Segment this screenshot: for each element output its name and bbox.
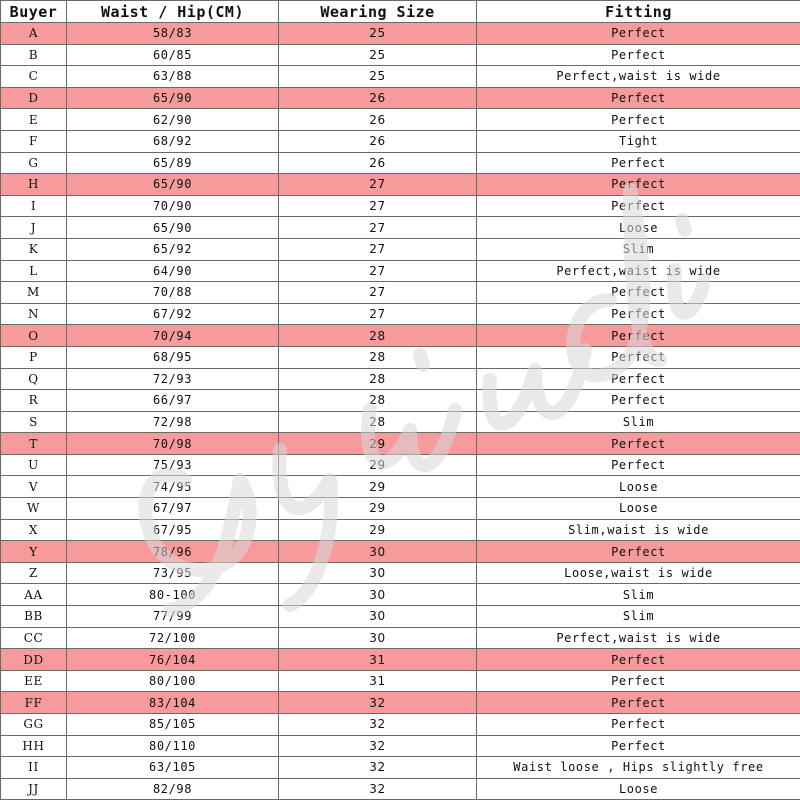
- cell-fitting: Perfect,waist is wide: [477, 260, 800, 282]
- table-row: [1, 735, 800, 757]
- cell-waist-hip: 72/100: [67, 627, 279, 649]
- table-row: [1, 714, 800, 736]
- table-row: [1, 498, 800, 520]
- cell-fitting: Loose: [477, 476, 800, 498]
- cell-fitting: Slim: [477, 584, 800, 606]
- cell-fitting: Loose: [477, 498, 800, 520]
- cell-buyer: L: [1, 260, 67, 282]
- cell-buyer: C: [1, 66, 67, 88]
- cell-buyer: D: [1, 87, 67, 109]
- cell-waist-hip: 64/90: [67, 260, 279, 282]
- table-row: [1, 325, 800, 347]
- cell-buyer: II: [1, 757, 67, 779]
- cell-fitting: Loose: [477, 778, 800, 800]
- header-buyer: Buyer: [1, 1, 67, 23]
- cell-waist-hip: 72/93: [67, 368, 279, 390]
- cell-waist-hip: 65/89: [67, 152, 279, 174]
- cell-fitting: Perfect: [477, 174, 800, 196]
- table-row: [1, 368, 800, 390]
- table-row: [1, 670, 800, 692]
- cell-fitting: Tight: [477, 130, 800, 152]
- cell-buyer: I: [1, 195, 67, 217]
- cell-waist-hip: 85/105: [67, 714, 279, 736]
- cell-buyer: BB: [1, 606, 67, 628]
- cell-waist-hip: 68/92: [67, 130, 279, 152]
- cell-wearing-size: 28: [279, 390, 477, 412]
- cell-buyer: O: [1, 325, 67, 347]
- cell-buyer: P: [1, 346, 67, 368]
- cell-waist-hip: 63/105: [67, 757, 279, 779]
- table-row: [1, 23, 800, 45]
- table-row: [1, 44, 800, 66]
- cell-wearing-size: 26: [279, 152, 477, 174]
- cell-fitting: Slim: [477, 411, 800, 433]
- cell-buyer: Q: [1, 368, 67, 390]
- table-row: [1, 541, 800, 563]
- header-waist-hip: Waist / Hip(CM): [67, 1, 279, 23]
- cell-fitting: Perfect: [477, 541, 800, 563]
- cell-waist-hip: 65/92: [67, 238, 279, 260]
- cell-buyer: V: [1, 476, 67, 498]
- cell-fitting: Perfect,waist is wide: [477, 66, 800, 88]
- cell-fitting: Perfect: [477, 735, 800, 757]
- cell-waist-hip: 60/85: [67, 44, 279, 66]
- cell-buyer: R: [1, 390, 67, 412]
- cell-fitting: Waist loose , Hips slightly free: [477, 757, 800, 779]
- cell-buyer: H: [1, 174, 67, 196]
- cell-wearing-size: 29: [279, 519, 477, 541]
- cell-waist-hip: 67/92: [67, 303, 279, 325]
- cell-waist-hip: 75/93: [67, 454, 279, 476]
- cell-waist-hip: 74/95: [67, 476, 279, 498]
- cell-waist-hip: 63/88: [67, 66, 279, 88]
- cell-waist-hip: 80/110: [67, 735, 279, 757]
- table-row: [1, 454, 800, 476]
- cell-buyer: M: [1, 282, 67, 304]
- cell-buyer: GG: [1, 714, 67, 736]
- table-row: [1, 519, 800, 541]
- cell-wearing-size: 30: [279, 541, 477, 563]
- cell-fitting: Perfect: [477, 23, 800, 45]
- table-row: [1, 346, 800, 368]
- cell-buyer: W: [1, 498, 67, 520]
- table-row: [1, 238, 800, 260]
- cell-waist-hip: 66/97: [67, 390, 279, 412]
- cell-fitting: Slim: [477, 238, 800, 260]
- cell-waist-hip: 78/96: [67, 541, 279, 563]
- cell-fitting: Perfect: [477, 670, 800, 692]
- table-body: [1, 23, 800, 800]
- cell-fitting: Perfect: [477, 390, 800, 412]
- cell-buyer: Y: [1, 541, 67, 563]
- cell-fitting: Perfect: [477, 44, 800, 66]
- cell-buyer: A: [1, 23, 67, 45]
- table-row: [1, 87, 800, 109]
- cell-wearing-size: 30: [279, 584, 477, 606]
- table-row: [1, 260, 800, 282]
- cell-wearing-size: 28: [279, 368, 477, 390]
- cell-waist-hip: 80/100: [67, 670, 279, 692]
- cell-fitting: Perfect: [477, 282, 800, 304]
- table-row: [1, 195, 800, 217]
- cell-buyer: G: [1, 152, 67, 174]
- cell-wearing-size: 32: [279, 714, 477, 736]
- cell-wearing-size: 26: [279, 130, 477, 152]
- cell-fitting: Slim: [477, 606, 800, 628]
- cell-buyer: DD: [1, 649, 67, 671]
- table-row: [1, 433, 800, 455]
- table-row: [1, 130, 800, 152]
- cell-waist-hip: 67/95: [67, 519, 279, 541]
- cell-waist-hip: 65/90: [67, 217, 279, 239]
- cell-waist-hip: 70/94: [67, 325, 279, 347]
- cell-fitting: Perfect,waist is wide: [477, 627, 800, 649]
- cell-buyer: F: [1, 130, 67, 152]
- cell-waist-hip: 76/104: [67, 649, 279, 671]
- cell-buyer: FF: [1, 692, 67, 714]
- cell-waist-hip: 80-100: [67, 584, 279, 606]
- table-row: [1, 692, 800, 714]
- cell-waist-hip: 70/90: [67, 195, 279, 217]
- cell-buyer: S: [1, 411, 67, 433]
- table-row: [1, 303, 800, 325]
- table-row: [1, 778, 800, 800]
- cell-buyer: E: [1, 109, 67, 131]
- cell-buyer: Z: [1, 562, 67, 584]
- table-row: [1, 390, 800, 412]
- cell-fitting: Loose,waist is wide: [477, 562, 800, 584]
- table-row: [1, 174, 800, 196]
- cell-fitting: Perfect: [477, 346, 800, 368]
- cell-wearing-size: 32: [279, 692, 477, 714]
- cell-fitting: Perfect: [477, 649, 800, 671]
- cell-fitting: Perfect: [477, 714, 800, 736]
- cell-buyer: EE: [1, 670, 67, 692]
- cell-wearing-size: 29: [279, 433, 477, 455]
- cell-buyer: JJ: [1, 778, 67, 800]
- cell-wearing-size: 29: [279, 476, 477, 498]
- cell-fitting: Perfect: [477, 368, 800, 390]
- cell-fitting: Perfect: [477, 195, 800, 217]
- cell-buyer: X: [1, 519, 67, 541]
- cell-buyer: B: [1, 44, 67, 66]
- cell-waist-hip: 83/104: [67, 692, 279, 714]
- cell-fitting: Perfect: [477, 152, 800, 174]
- table-row: [1, 109, 800, 131]
- cell-fitting: Perfect: [477, 454, 800, 476]
- cell-fitting: Perfect: [477, 303, 800, 325]
- cell-waist-hip: 68/95: [67, 346, 279, 368]
- cell-wearing-size: 31: [279, 649, 477, 671]
- cell-wearing-size: 27: [279, 282, 477, 304]
- cell-wearing-size: 26: [279, 87, 477, 109]
- table-row: [1, 411, 800, 433]
- cell-buyer: J: [1, 217, 67, 239]
- header-row: [1, 1, 800, 23]
- cell-waist-hip: 77/99: [67, 606, 279, 628]
- table-row: [1, 217, 800, 239]
- cell-wearing-size: 25: [279, 44, 477, 66]
- cell-wearing-size: 27: [279, 260, 477, 282]
- cell-waist-hip: 65/90: [67, 174, 279, 196]
- cell-wearing-size: 32: [279, 757, 477, 779]
- cell-buyer: K: [1, 238, 67, 260]
- cell-wearing-size: 30: [279, 606, 477, 628]
- cell-waist-hip: 67/97: [67, 498, 279, 520]
- cell-waist-hip: 72/98: [67, 411, 279, 433]
- cell-waist-hip: 62/90: [67, 109, 279, 131]
- table-row: [1, 562, 800, 584]
- cell-wearing-size: 32: [279, 735, 477, 757]
- table-row: [1, 152, 800, 174]
- cell-buyer: U: [1, 454, 67, 476]
- cell-wearing-size: 27: [279, 217, 477, 239]
- table-row: [1, 476, 800, 498]
- cell-buyer: N: [1, 303, 67, 325]
- cell-waist-hip: 73/95: [67, 562, 279, 584]
- cell-waist-hip: 58/83: [67, 23, 279, 45]
- table-row: [1, 66, 800, 88]
- cell-waist-hip: 70/88: [67, 282, 279, 304]
- cell-buyer: T: [1, 433, 67, 455]
- cell-wearing-size: 29: [279, 498, 477, 520]
- table-row: [1, 606, 800, 628]
- header-wearing-size: Wearing Size: [279, 1, 477, 23]
- cell-fitting: Perfect: [477, 433, 800, 455]
- cell-wearing-size: 28: [279, 346, 477, 368]
- cell-fitting: Perfect: [477, 325, 800, 347]
- cell-buyer: HH: [1, 735, 67, 757]
- cell-wearing-size: 25: [279, 23, 477, 45]
- cell-wearing-size: 32: [279, 778, 477, 800]
- cell-fitting: Perfect: [477, 692, 800, 714]
- cell-wearing-size: 27: [279, 195, 477, 217]
- cell-wearing-size: 27: [279, 174, 477, 196]
- cell-fitting: Perfect: [477, 87, 800, 109]
- cell-fitting: Perfect: [477, 109, 800, 131]
- cell-wearing-size: 28: [279, 325, 477, 347]
- table-row: [1, 627, 800, 649]
- cell-wearing-size: 26: [279, 109, 477, 131]
- cell-wearing-size: 28: [279, 411, 477, 433]
- cell-waist-hip: 70/98: [67, 433, 279, 455]
- table-row: [1, 584, 800, 606]
- cell-waist-hip: 82/98: [67, 778, 279, 800]
- cell-wearing-size: 29: [279, 454, 477, 476]
- cell-fitting: Slim,waist is wide: [477, 519, 800, 541]
- cell-wearing-size: 27: [279, 238, 477, 260]
- cell-wearing-size: 30: [279, 627, 477, 649]
- cell-buyer: CC: [1, 627, 67, 649]
- cell-wearing-size: 25: [279, 66, 477, 88]
- table-row: [1, 649, 800, 671]
- table-row: [1, 282, 800, 304]
- cell-buyer: AA: [1, 584, 67, 606]
- header-fitting: Fitting: [477, 1, 800, 23]
- cell-wearing-size: 31: [279, 670, 477, 692]
- cell-fitting: Loose: [477, 217, 800, 239]
- cell-wearing-size: 27: [279, 303, 477, 325]
- cell-wearing-size: 30: [279, 562, 477, 584]
- table-row: [1, 757, 800, 779]
- cell-waist-hip: 65/90: [67, 87, 279, 109]
